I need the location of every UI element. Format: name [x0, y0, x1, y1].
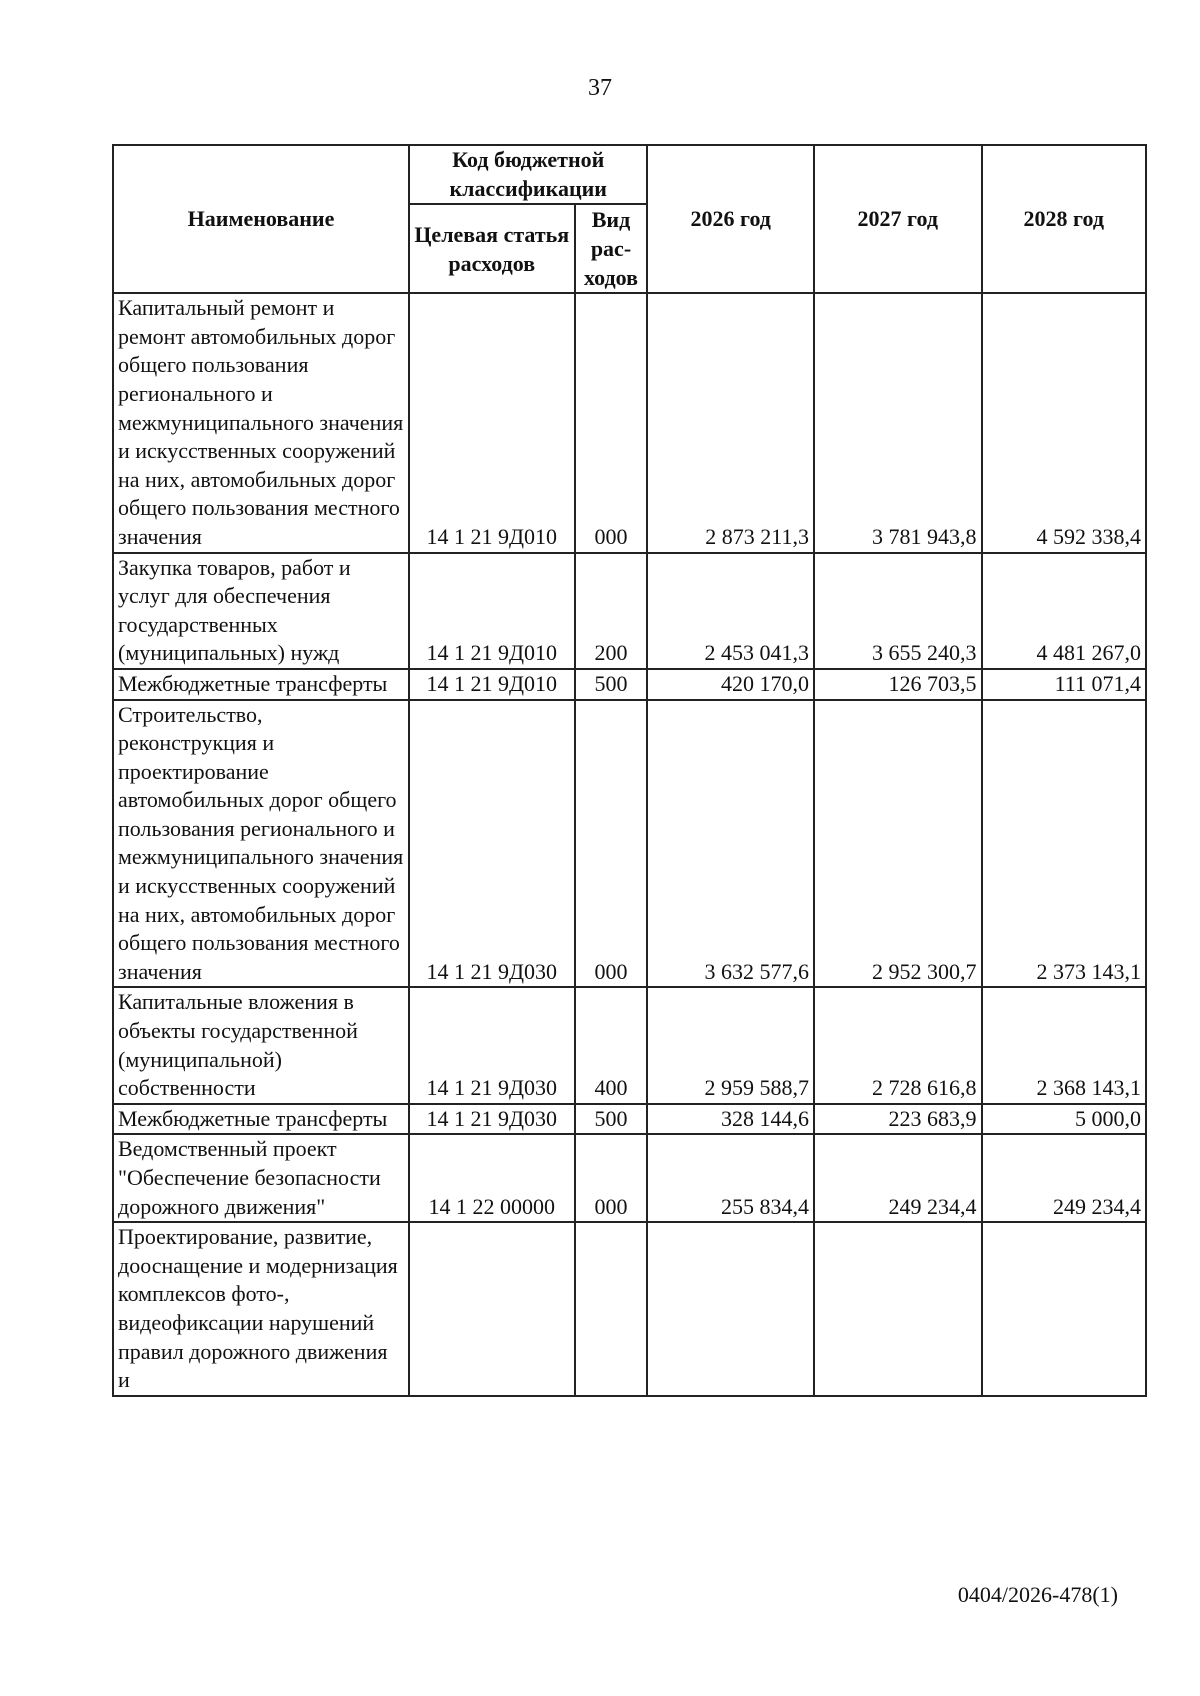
table-row [113, 987, 1146, 1103]
row-amount-2027-cell: 2 728 616,8 [814, 987, 982, 1103]
row-amount-2028-cell: 2 373 143,1 [982, 700, 1147, 988]
header-name: Наименование [113, 145, 409, 293]
row-name-cell: Капитальный ремонт и ремонт автомобильных дорог общего пользования регионального и межмуниципального значения и искусственных сооружений на них, автомобильных дорог общего пользования местного значения [113, 293, 409, 552]
row-amount-2028-cell: 5 000,0 [982, 1104, 1147, 1135]
row-amount-2026-cell: 420 170,0 [647, 669, 814, 700]
table-row [113, 1134, 1146, 1222]
row-amount-2027-cell: 223 683,9 [814, 1104, 982, 1135]
row-amount-2027-cell: 126 703,5 [814, 669, 982, 700]
page-number: 37 [588, 75, 612, 101]
row-target-article-cell: 14 1 21 9Д010 [409, 669, 574, 700]
header-2028: 2028 год [982, 145, 1147, 293]
row-amount-2026-cell: 3 632 577,6 [647, 700, 814, 988]
row-name-cell: Капитальные вложения в объекты государственной (муниципальной) собственности [113, 987, 409, 1103]
row-amount-2026-cell: 2 873 211,3 [647, 293, 814, 552]
row-amount-2027-cell: 2 952 300,7 [814, 700, 982, 988]
row-amount-2028-cell [982, 1222, 1147, 1396]
row-amount-2027-cell: 3 781 943,8 [814, 293, 982, 552]
header-expense-type: Вид рас-ходов [575, 204, 648, 293]
row-amount-2026-cell: 328 144,6 [647, 1104, 814, 1135]
row-name-cell: Межбюджетные трансферты [113, 669, 409, 700]
header-target-article: Целевая статья расходов [409, 204, 574, 293]
row-amount-2028-cell: 4 592 338,4 [982, 293, 1147, 552]
row-name-cell: Закупка товаров, работ и услуг для обеспечения государственных (муниципальных) нужд [113, 553, 409, 669]
table-row [113, 1222, 1146, 1396]
row-expense-type-cell: 000 [575, 700, 648, 988]
document-number: 0404/2026-478(1) [957, 1582, 1118, 1607]
row-amount-2027-cell: 249 234,4 [814, 1134, 982, 1222]
row-target-article-cell: 14 1 21 9Д030 [409, 700, 574, 988]
row-amount-2028-cell: 4 481 267,0 [982, 553, 1147, 669]
row-amount-2027-cell [814, 1222, 982, 1396]
row-name-cell: Межбюджетные трансферты [113, 1104, 409, 1135]
row-target-article-cell: 14 1 21 9Д030 [409, 987, 574, 1103]
table-row [113, 700, 1146, 988]
header-2026: 2026 год [647, 145, 814, 293]
row-amount-2027-cell: 3 655 240,3 [814, 553, 982, 669]
header-code-group: Код бюджетной классификации [409, 145, 647, 204]
row-amount-2026-cell [647, 1222, 814, 1396]
row-expense-type-cell: 500 [575, 1104, 648, 1135]
row-amount-2026-cell: 2 453 041,3 [647, 553, 814, 669]
row-amount-2028-cell: 111 071,4 [982, 669, 1147, 700]
row-target-article-cell [409, 1222, 574, 1396]
table-row [113, 1104, 1146, 1135]
row-name-cell: Ведомственный проект "Обеспечение безопасности дорожного движения" [113, 1134, 409, 1222]
row-amount-2026-cell: 255 834,4 [647, 1134, 814, 1222]
budget-table [112, 144, 1147, 1397]
row-amount-2028-cell: 2 368 143,1 [982, 987, 1147, 1103]
row-name-cell: Строительство, реконструкция и проектирование автомобильных дорог общего пользования регионального и межмуниципального значения и искусственных сооружений на них, автомобильных дорог общего пользования местного значения [113, 700, 409, 988]
row-expense-type-cell: 400 [575, 987, 648, 1103]
table-row [113, 293, 1146, 552]
table-row [113, 669, 1146, 700]
header-2027: 2027 год [814, 145, 982, 293]
row-name-cell: Проектирование, развитие, дооснащение и модернизация комплексов фото-, видеофиксации нарушений правил дорожного движения и [113, 1222, 409, 1396]
row-amount-2028-cell: 249 234,4 [982, 1134, 1147, 1222]
table-body [113, 293, 1146, 1396]
row-target-article-cell: 14 1 21 9Д010 [409, 293, 574, 552]
row-target-article-cell: 14 1 21 9Д010 [409, 553, 574, 669]
row-expense-type-cell: 000 [575, 293, 648, 552]
table-header-row [113, 145, 1146, 204]
row-expense-type-cell: 200 [575, 553, 648, 669]
row-target-article-cell: 14 1 21 9Д030 [409, 1104, 574, 1135]
row-expense-type-cell [575, 1222, 648, 1396]
table-row [113, 553, 1146, 669]
row-expense-type-cell: 000 [575, 1134, 648, 1222]
row-target-article-cell: 14 1 22 00000 [409, 1134, 574, 1222]
row-amount-2026-cell: 2 959 588,7 [647, 987, 814, 1103]
row-expense-type-cell: 500 [575, 669, 648, 700]
